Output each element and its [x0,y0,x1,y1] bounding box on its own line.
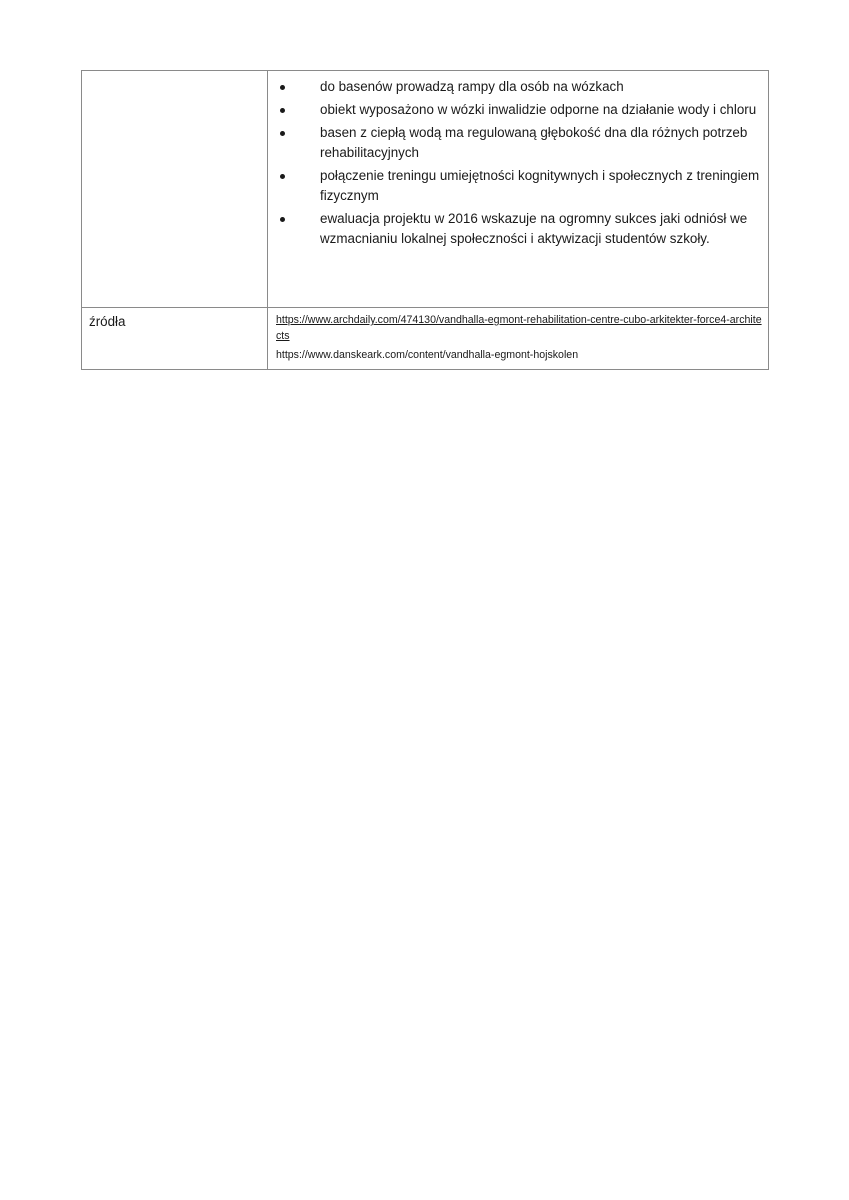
list-item-text: do basenów prowadzą rampy dla osób na wózkach [320,79,624,94]
features-label [82,71,267,76]
sources-list [268,308,768,363]
features-label-cell [82,71,268,308]
bullet-icon [280,174,285,179]
bullet-icon [280,131,285,136]
list-item [268,100,760,120]
list-item-text: ewaluacja projektu w 2016 wskazuje na ogromny sukces jaki odniósł we wzmacnianiu lokalnej społeczności i aktywizacji studentów szkoły. [320,211,748,246]
sources-label-cell [82,308,268,370]
sources-label: źródła [89,314,126,329]
bullet-icon [280,217,285,222]
features-list [268,71,768,249]
bullet-icon [280,85,285,90]
features-cell [268,71,769,308]
danskeark-url: https://www.danskeark.com/content/vandhalla-egmont-hojskolen [276,349,579,361]
sources-row [82,308,769,370]
archdaily-link[interactable]: https://www.archdaily.com/474130/vandhalla-egmont-rehabilitation-centre-cubo-arkitekter-force4-architects [276,314,762,342]
list-item-text: obiekt wyposażono w wózki inwalidzie odporne na działanie wody i chloru [320,102,757,117]
list-item [268,123,760,163]
list-item-text: basen z ciepłą wodą ma regulowaną głębokość dna dla różnych potrzeb rehabilitacyjnych [320,125,748,160]
content-table [81,70,769,370]
list-item-text: połączenie treningu umiejętności kognitywnych i społecznych z treningiem fizycznym [320,168,760,203]
features-row [82,71,769,308]
list-item [268,166,760,206]
sources-cell [268,308,769,370]
bullet-icon [280,108,285,113]
list-item [268,209,760,249]
list-item [268,77,760,97]
